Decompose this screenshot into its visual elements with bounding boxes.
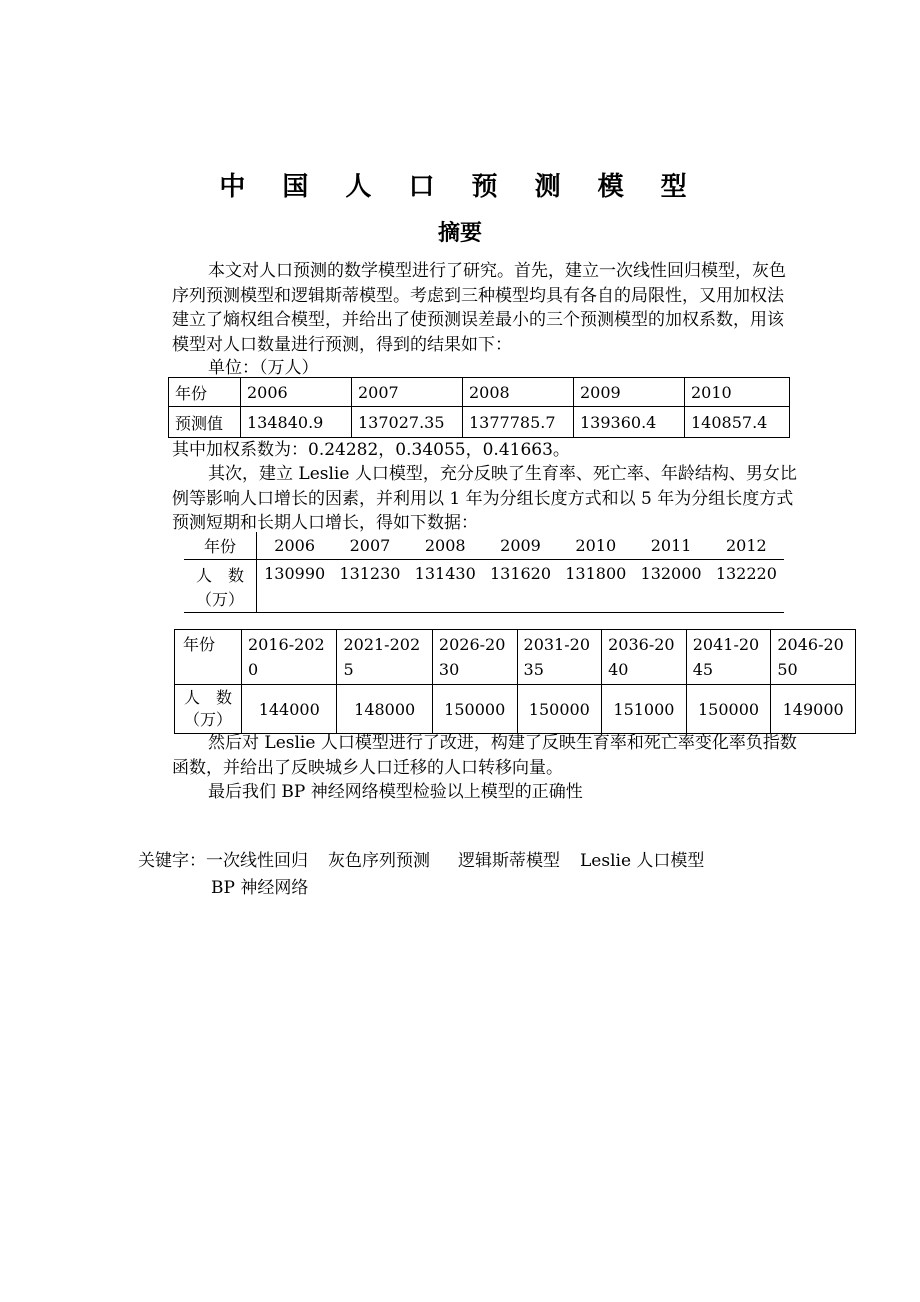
- table-cell: 131230: [332, 560, 407, 613]
- table-cell: 2036-20 40: [602, 630, 687, 685]
- table-cell: 2009: [483, 532, 558, 560]
- table-cell: 150000: [432, 685, 517, 734]
- table-cell: 148000: [337, 685, 432, 734]
- table-cell: 年份: [184, 532, 257, 560]
- leslie-long-term-table: [174, 629, 856, 734]
- table-cell: 2010: [685, 378, 790, 407]
- row-label-unit: （万）: [195, 590, 244, 609]
- table-cell: [175, 685, 242, 734]
- row-label: 人 数: [183, 688, 232, 707]
- table-cell: 2041-20 45: [686, 630, 771, 685]
- table-cell: 132000: [633, 560, 708, 613]
- table-cell: 2007: [332, 532, 407, 560]
- table-cell: 2008: [408, 532, 483, 560]
- table-cell: 年份: [169, 378, 241, 407]
- table-cell: 150000: [517, 685, 602, 734]
- table-cell: 2008: [463, 378, 574, 407]
- table-cell: 2026-20 30: [432, 630, 517, 685]
- paper-title: 中 国 人 口 预 测 模 型: [219, 172, 701, 202]
- table-row: [184, 560, 784, 613]
- table-cell: 149000: [771, 685, 856, 734]
- keyword-item: BP 神经网络: [211, 878, 309, 898]
- table-cell: 预测值: [169, 407, 241, 438]
- bp-paragraph: 最后我们 BP 神经网络模型检验以上模型的正确性: [208, 782, 583, 802]
- intro-paragraph: 本文对人口预测的数学模型进行了研究。首先，建立一次线性回归模型，灰色序列预测模型和逻辑斯蒂模型。考虑到三种模型均具有各自的局限性，又用加权法建立了熵权组合模型，并给出了使预测误差最小的三个预测模型的加权系数，用该模型对人口数量进行预测，得到的结果如下：: [172, 261, 786, 355]
- table-cell: 130990: [257, 560, 333, 613]
- table-cell: 2031-20 35: [517, 630, 602, 685]
- keywords-line: [138, 849, 724, 873]
- table-cell: 2010: [558, 532, 633, 560]
- keyword-item: 灰色序列预测: [328, 851, 430, 871]
- abstract-heading: 摘要: [437, 220, 482, 246]
- table-row: [175, 630, 856, 685]
- improvement-paragraph: 然后对 Leslie 人口模型进行了改进，构建了反映生育率和死亡率变化率负指数函数，并给出了反映城乡人口迁移的人口转移向量。: [172, 733, 797, 778]
- table-cell: 139360.4: [574, 407, 685, 438]
- leslie-paragraph: 其次，建立 Leslie 人口模型，充分反映了生育率、死亡率、年龄结构、男女比例等影响人口增长的因素，并利用以 1 年为分组长度方式和以 5 年为分组长度方式预测短期和长期人口增长，得如下数据：: [172, 464, 797, 533]
- table-cell: 2012: [709, 532, 784, 560]
- weights-paragraph: 其中加权系数为：0.24282，0.34055，0.41663。: [172, 440, 570, 460]
- table-cell: 年份: [175, 630, 242, 685]
- table-cell: 2009: [574, 378, 685, 407]
- keyword-item: Leslie 人口模型: [580, 851, 705, 871]
- table-row: [169, 407, 790, 438]
- table-cell: 2011: [633, 532, 708, 560]
- table-cell: [184, 560, 257, 613]
- row-label-unit: （万）: [183, 710, 232, 729]
- table-cell: 150000: [686, 685, 771, 734]
- table-cell: 2006: [257, 532, 333, 560]
- table-cell: 2021-202 5: [337, 630, 432, 685]
- table-cell: 2046-20 50: [771, 630, 856, 685]
- keywords-label: 关键字：: [138, 851, 206, 871]
- row-label: 人 数: [195, 566, 244, 585]
- keyword-item: 一次线性回归: [206, 851, 308, 871]
- table-cell: 131800: [558, 560, 633, 613]
- unit-label: 单位：（万人）: [208, 358, 319, 378]
- prediction-table: [168, 377, 790, 438]
- table-row: [169, 378, 790, 407]
- table-cell: 131620: [483, 560, 558, 613]
- table-cell: 2007: [352, 378, 463, 407]
- table-cell: 140857.4: [685, 407, 790, 438]
- keyword-item: 逻辑斯蒂模型: [458, 851, 560, 871]
- table-cell: 2016-202 0: [242, 630, 337, 685]
- table-cell: 151000: [602, 685, 687, 734]
- leslie-short-term-table: [184, 532, 784, 613]
- table-cell: 1377785.7: [463, 407, 574, 438]
- table-cell: 134840.9: [241, 407, 352, 438]
- table-cell: 132220: [709, 560, 784, 613]
- table-cell: 137027.35: [352, 407, 463, 438]
- table-cell: 2006: [241, 378, 352, 407]
- table-row: [175, 685, 856, 734]
- table-cell: 131430: [408, 560, 483, 613]
- table-row: [184, 532, 784, 560]
- table-cell: 144000: [242, 685, 337, 734]
